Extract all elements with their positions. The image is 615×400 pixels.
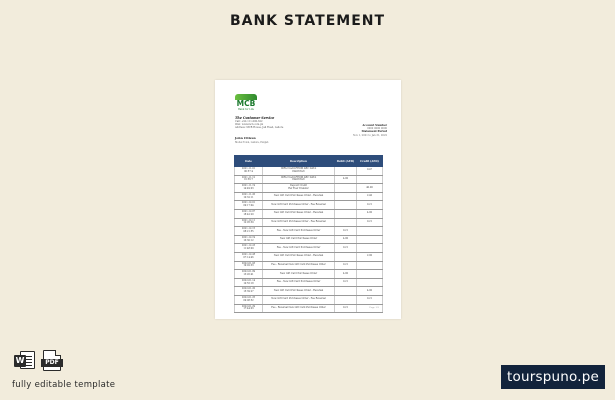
cell-description: New Gift Card Purchases Order - Reversal [263, 192, 335, 201]
table-row [235, 278, 383, 287]
table-row [235, 167, 383, 176]
cell-debit [335, 287, 357, 296]
cell-date: 2022-01-03 19:02:33 [235, 261, 263, 270]
cell-debit [335, 295, 357, 304]
cell-debit: 0.21 [335, 244, 357, 253]
cell-date: 2021-11-19 14:49:03 [235, 184, 263, 193]
cell-description: Fee - Reversal New Gift Card Purchases Order [263, 304, 335, 313]
cell-credit [357, 270, 383, 279]
transactions-table [234, 155, 383, 313]
logo-name: MCB [236, 99, 256, 108]
cell-debit: 0.21 [335, 227, 357, 236]
cell-date: 2021-12-07 18:42:20 [235, 209, 263, 218]
customer-service-title: The Customer Service [235, 116, 275, 120]
cell-description: New Gift Card Purchases Order - Fee Reversal [263, 295, 335, 304]
cell-date: 2021-11-12 01:56:7 [235, 175, 263, 184]
customer-service-block [235, 116, 325, 130]
cell-debit [335, 209, 357, 218]
cell-debit [335, 184, 357, 193]
pdf-badge: PDF [41, 359, 63, 367]
table-row [235, 184, 383, 193]
table-row [235, 295, 383, 304]
pdf-icon [41, 349, 63, 371]
cell-debit: 4.00 [335, 270, 357, 279]
account-info [332, 124, 387, 137]
table-row [235, 209, 383, 218]
table-row [235, 192, 383, 201]
cell-date: 2021-12-28 07:14:46 [235, 252, 263, 261]
table-row [235, 287, 383, 296]
account-number-value: 0000 0000 0000 [367, 127, 387, 131]
cell-description: New Gift Card Purchases Order - Reversal [263, 209, 335, 218]
cell-debit [335, 201, 357, 210]
cell-credit: 0.21 [357, 295, 383, 304]
header-credit: Credit (AED) [357, 156, 383, 167]
cell-date: 2022-01-14 10:55:18 [235, 278, 263, 287]
statement-period-value: Nov 1, 2021 to Jan 31, 2022 [352, 133, 387, 137]
cell-credit [357, 175, 383, 184]
brand-badge[interactable]: tourspuno.pe [501, 365, 605, 389]
file-format-icons [14, 349, 63, 371]
cell-credit: 4.00 [357, 287, 383, 296]
statement-period-label: Statement Period [361, 130, 387, 134]
cell-credit: 40.00 [357, 184, 383, 193]
cell-debit [335, 252, 357, 261]
table-row [235, 244, 383, 253]
cell-debit: 0.21 [335, 304, 357, 313]
cell-credit: 0.21 [357, 201, 383, 210]
table-row [235, 235, 383, 244]
cell-credit [357, 278, 383, 287]
cell-debit: 4.00 [335, 235, 357, 244]
cell-description: New Gift Card Purchases Order - Fee Reversal [263, 218, 335, 227]
cell-date: 2022-01-20 15:39:27 [235, 287, 263, 296]
page-number: Page 1/1 [369, 306, 379, 309]
cell-date: 2022-01-09 13:26:41 [235, 270, 263, 279]
cell-description: Deposit Credit Ref Fuel Transfer [263, 184, 335, 193]
cell-description: New Gift Card Purchases Order - Reversal [263, 287, 335, 296]
cell-credit: 2.40 [357, 192, 383, 201]
cell-description: IDFA Credit-FROM ABC DATA PAKISTAN [263, 175, 335, 184]
cell-description: Fee - Reversal New Gift Card Purchases Order [263, 261, 335, 270]
account-number-label: Account Number [362, 124, 387, 127]
cell-description: Fee - New Gift Card Purchases Order [263, 278, 335, 287]
page-title: BANK STATEMENT [229, 13, 386, 29]
cell-date: 2021-11-26 10:32:11 [235, 192, 263, 201]
cell-description: IDFA Credit-FROM ABC DATA PAKISTAN [263, 167, 335, 176]
table-row [235, 252, 383, 261]
cell-credit [357, 235, 383, 244]
cell-credit [357, 244, 383, 253]
cell-debit: 4.00 [335, 175, 357, 184]
cell-debit [335, 167, 357, 176]
table-row [235, 270, 383, 279]
cell-debit: 0.21 [335, 278, 357, 287]
table-row [235, 261, 383, 270]
bank-logo [235, 94, 257, 111]
cell-date: 2022-01-25 09:08:52 [235, 295, 263, 304]
cell-debit: 0.21 [335, 261, 357, 270]
cell-date: 2021-12-15 08:21:55 [235, 227, 263, 236]
cell-date: 2021-12-19 16:30:12 [235, 235, 263, 244]
cell-debit [335, 218, 357, 227]
table-row [235, 227, 383, 236]
cell-credit: 0.21 [357, 218, 383, 227]
cell-description: Fee - New Gift Card Purchases Order [263, 244, 335, 253]
cell-description: New Gift Card Purchases Order - Reversal [263, 252, 335, 261]
logo-tagline: Bank for Life [238, 108, 254, 111]
cell-date: 2021-11-01 00:57:4 [235, 167, 263, 176]
account-holder [235, 137, 268, 144]
header-debit: Debit (AED) [335, 156, 357, 167]
word-icon [14, 349, 36, 371]
customer-service-row: Web: www.mcb.com.pk [235, 123, 264, 127]
header-description: Description [263, 156, 335, 167]
statement-document [215, 80, 401, 319]
customer-service-row: Address: MCB House, Jail Road, Lahore [235, 126, 284, 130]
template-caption: fully editable template [12, 380, 116, 390]
header-date: Date [235, 156, 263, 167]
cell-date: 2021-12-23 11:48:09 [235, 244, 263, 253]
table-header-row [235, 156, 383, 167]
cell-credit: 0.47 [357, 167, 383, 176]
cell-date: 2021-12-01 09:17:04 [235, 201, 263, 210]
table-row [235, 175, 383, 184]
table-row [235, 304, 383, 313]
cell-description: New Gift Card Purchases Order [263, 235, 335, 244]
cell-credit: 2.00 [357, 252, 383, 261]
cell-description: New Gift Card Purchases Order - Fee Reversal [263, 201, 335, 210]
word-badge: W [15, 356, 25, 365]
cell-date: 2022-01-29 17:44:03 [235, 304, 263, 313]
customer-service-row: Call: +92-111-000-622 [235, 120, 263, 123]
cell-debit [335, 192, 357, 201]
cell-credit [357, 261, 383, 270]
table-row [235, 201, 383, 210]
holder-name: John Citizen [235, 136, 256, 140]
cell-credit: 4.00 [357, 209, 383, 218]
cell-credit [357, 227, 383, 236]
cell-date: 2021-12-11 12:05:39 [235, 218, 263, 227]
cell-description: New Gift Card Purchases Order [263, 270, 335, 279]
holder-address: Model Town, Lahore, Punjab [235, 140, 269, 144]
table-row [235, 218, 383, 227]
cell-description: Fee - New Gift Card Purchases Order [263, 227, 335, 236]
